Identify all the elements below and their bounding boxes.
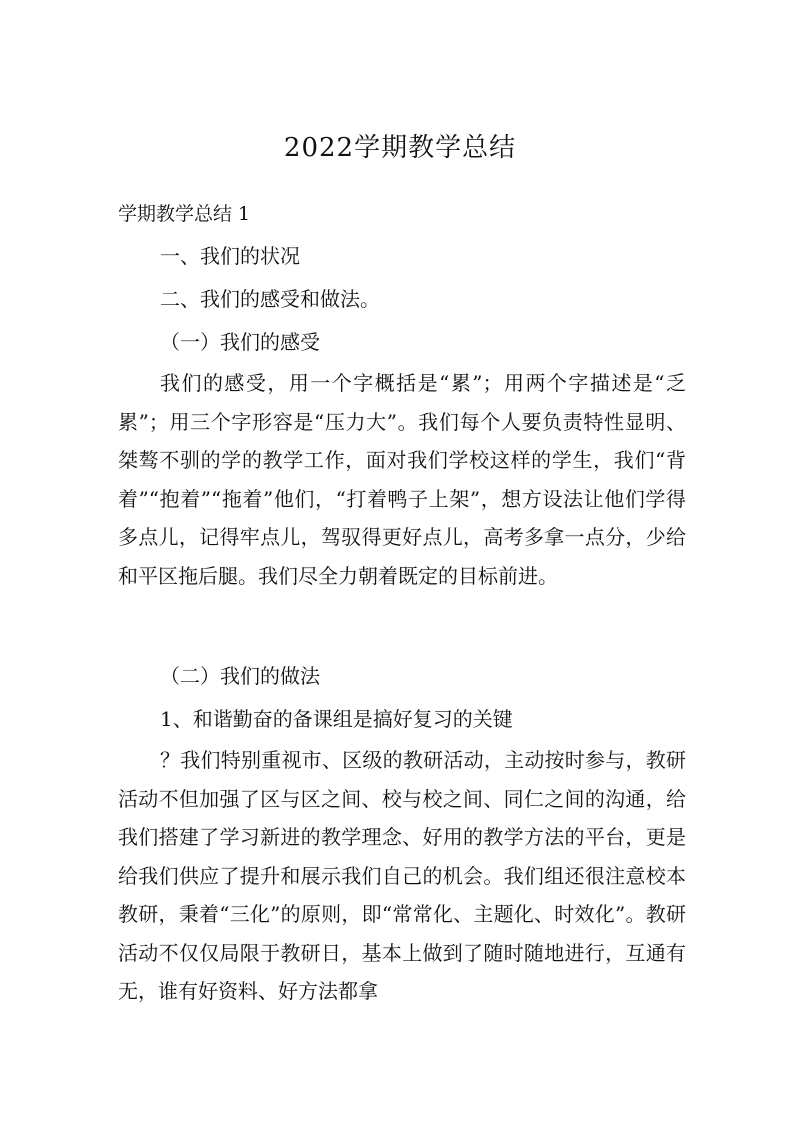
document-title: 2022学期教学总结 — [283, 133, 517, 163]
heading-status: 一、我们的状况 — [160, 244, 300, 268]
paragraph-teaching-research: ？我们特别重视市、区级的教研活动，主动按时参与，教研活动不但加强了区与区之间、校与校之间、同仁之间的沟通，给我们搭建了学习新进的教学理念、好用的教学方法的平台，更是给我们供应了提升和展示我们自己的机会。我们组还很注意校本教研，秉着“三化”的原则，即“常常化、主题化、时效化”。教研活动不仅仅局限于教研日，基本上做到了随时随地进行，互通有无，谁有好资料、好方法都拿 — [118, 748, 686, 1003]
document-subtitle: 学期教学总结 1 — [118, 203, 251, 225]
heading-feelings-methods: 二、我们的感受和做法。 — [160, 287, 380, 311]
point-one-heading: 1、和谐勤奋的备课组是搞好复习的关键 — [160, 707, 513, 731]
paragraph-feelings: 我们的感受，用一个字概括是“累”；用两个字描述是“乏累”；用三个字形容是“压力大”。我们每个人要负责特性显明、桀骜不驯的学的教学工作，面对我们学校这样的学生，我们“背着”“抱着”“拖着”他们，“打着鸭子上架”，想方设法让他们学得多点儿，记得牢点儿，驾驭得更好点儿，高考多拿一点分，少给和平区拖后腿。我们尽全力朝着既定的目标前进。 — [118, 371, 686, 588]
subheading-feelings: （一）我们的感受 — [160, 330, 320, 354]
subheading-methods: （二）我们的做法 — [160, 664, 320, 688]
